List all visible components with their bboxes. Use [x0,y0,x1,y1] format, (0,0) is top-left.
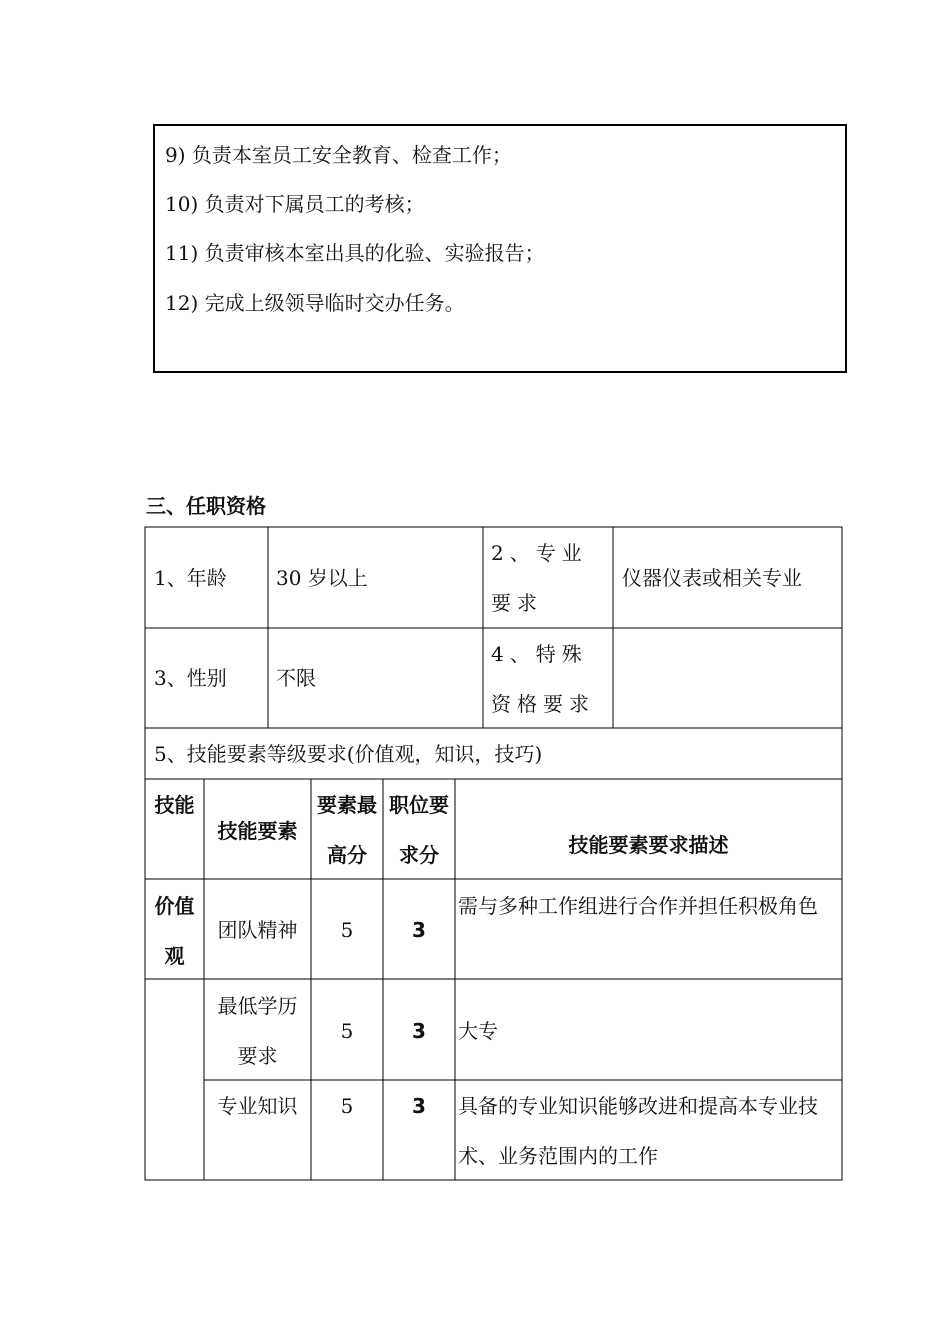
duties-box [153,124,847,373]
row-element: 专业知识 [217,1094,298,1118]
duty-item-12: 12) 完成上级领导临时交办任务。 [165,291,465,315]
header-skill: 技能 [154,793,195,817]
section-title-qualifications: 三、任职资格 [146,494,266,518]
gender-label: 3、性别 [154,666,227,690]
header-required-score: 职位要求分 [389,793,449,867]
row-description: 大专 [458,1019,498,1043]
duty-item-9: 9) 负责本室员工安全教育、检查工作； [165,143,512,167]
row-required-score: 3 [412,918,426,942]
skills-heading: 5、技能要素等级要求(价值观，知识，技巧) [154,742,543,766]
age-value: 30 岁以上 [276,566,368,590]
duty-item-11: 11) 负责审核本室出具的化验、实验报告； [165,241,545,265]
row-required-score: 3 [412,1019,426,1043]
age-label: 1、年龄 [154,566,227,590]
gender-value: 不限 [276,666,316,690]
header-skill-element: 技能要素 [217,819,298,843]
row-max-score: 5 [340,1019,354,1043]
row-description: 需与多种工作组进行合作并担任积极角色 [458,894,818,918]
row-max-score: 5 [340,1094,354,1118]
header-max-score: 要素最高分 [317,793,377,867]
special-qualification-label: 4、特殊资格要求 [491,642,595,716]
major-label: 2、专业要求 [491,541,588,615]
row-max-score: 5 [340,918,354,942]
row-category-values: 价值观 [154,894,195,968]
major-value: 仪器仪表或相关专业 [622,566,802,590]
row-description: 具备的专业知识能够改进和提高本专业技术、业务范围内的工作 [458,1094,818,1168]
duty-item-10: 10) 负责对下属员工的考核； [165,192,425,216]
row-element: 最低学历要求 [217,994,298,1068]
row-element: 团队精神 [217,918,298,942]
header-description: 技能要素要求描述 [568,833,729,857]
row-required-score: 3 [412,1094,426,1118]
